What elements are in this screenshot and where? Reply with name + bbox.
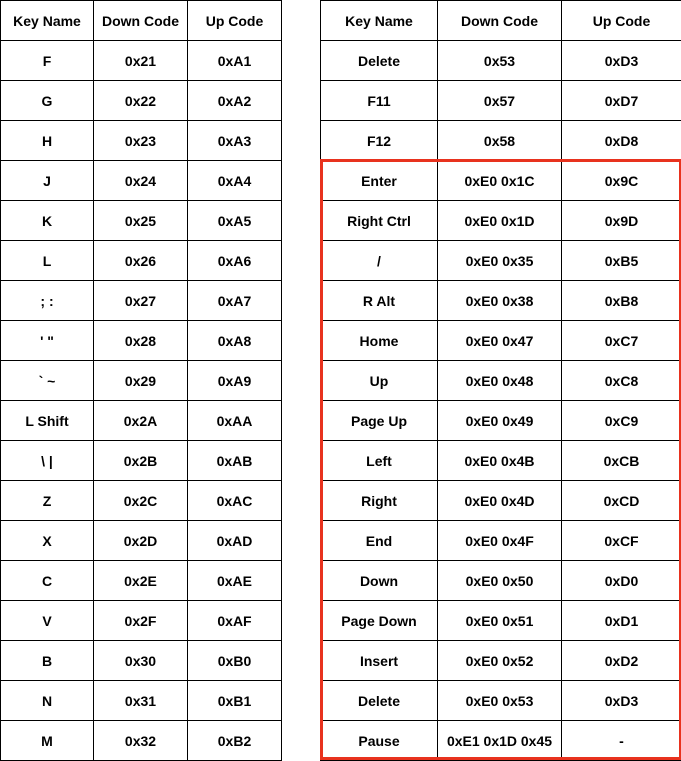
down-code-cell: 0xE0 0x4F (438, 521, 562, 561)
down-code-cell: 0x53 (438, 41, 562, 81)
table-row (1, 681, 282, 721)
up-code-cell: 0xCD (562, 481, 681, 521)
up-code-cell: 0xB5 (562, 241, 681, 281)
up-code-cell: 0xB8 (562, 281, 681, 321)
up-code-cell: 0xA3 (188, 121, 282, 161)
key-name-cell: L (1, 241, 94, 281)
down-code-cell: 0xE0 0x38 (438, 281, 562, 321)
key-name-cell: L Shift (1, 401, 94, 441)
up-code-cell: 0xD2 (562, 641, 681, 681)
down-code-cell: 0x31 (94, 681, 188, 721)
table-row (1, 481, 282, 521)
up-code-cell: 0xA6 (188, 241, 282, 281)
down-code-cell: 0xE0 0x53 (438, 681, 562, 721)
table-row (1, 441, 282, 481)
down-code-cell: 0x30 (94, 641, 188, 681)
key-name-cell: ' " (1, 321, 94, 361)
up-code-cell: 0xAC (188, 481, 282, 521)
table-row (321, 161, 681, 201)
key-name-cell: / (321, 241, 438, 281)
table-row (321, 521, 681, 561)
down-code-cell: 0xE0 0x48 (438, 361, 562, 401)
up-code-cell: 0xD7 (562, 81, 681, 121)
up-code-cell: 0xD3 (562, 681, 681, 721)
key-name-cell: B (1, 641, 94, 681)
table-row (1, 121, 282, 161)
table-row (1, 601, 282, 641)
table-row (321, 281, 681, 321)
key-name-cell: Insert (321, 641, 438, 681)
down-code-cell: 0x27 (94, 281, 188, 321)
up-code-cell: 0xA2 (188, 81, 282, 121)
up-code-cell: 0xC8 (562, 361, 681, 401)
down-code-cell: 0xE0 0x1C (438, 161, 562, 201)
header-key-name: Key Name (1, 1, 94, 41)
down-code-cell: 0x2B (94, 441, 188, 481)
table-row (321, 441, 681, 481)
key-name-cell: K (1, 201, 94, 241)
table-row (1, 241, 282, 281)
up-code-cell: 0xAB (188, 441, 282, 481)
key-name-cell: Down (321, 561, 438, 601)
key-name-cell: V (1, 601, 94, 641)
up-code-cell: 0xA9 (188, 361, 282, 401)
table-row (321, 601, 681, 641)
table-row (321, 481, 681, 521)
key-name-cell: C (1, 561, 94, 601)
table-row (1, 401, 282, 441)
up-code-cell: 0xB1 (188, 681, 282, 721)
key-name-cell: Enter (321, 161, 438, 201)
table-row (1, 321, 282, 361)
table-row (1, 521, 282, 561)
key-name-cell: ` ~ (1, 361, 94, 401)
key-name-cell: \ | (1, 441, 94, 481)
header-row (1, 1, 282, 41)
key-name-cell: Z (1, 481, 94, 521)
up-code-cell: 0x9D (562, 201, 681, 241)
key-name-cell: M (1, 721, 94, 761)
key-name-cell: H (1, 121, 94, 161)
down-code-cell: 0x32 (94, 721, 188, 761)
up-code-cell: 0xAD (188, 521, 282, 561)
up-code-cell: 0xAA (188, 401, 282, 441)
key-name-cell: F (1, 41, 94, 81)
down-code-cell: 0x26 (94, 241, 188, 281)
key-name-cell: Page Up (321, 401, 438, 441)
right-table-body (321, 41, 681, 761)
down-code-cell: 0xE0 0x1D (438, 201, 562, 241)
table-row (321, 321, 681, 361)
key-name-cell: Left (321, 441, 438, 481)
key-name-cell: Delete (321, 41, 438, 81)
down-code-cell: 0xE0 0x4B (438, 441, 562, 481)
up-code-cell: 0xA1 (188, 41, 282, 81)
up-code-cell: 0xAF (188, 601, 282, 641)
down-code-cell: 0x2F (94, 601, 188, 641)
down-code-cell: 0x24 (94, 161, 188, 201)
header-key-name: Key Name (321, 1, 438, 41)
up-code-cell: 0xAE (188, 561, 282, 601)
table-row (321, 241, 681, 281)
right-scancode-table (320, 0, 681, 761)
up-code-cell: 0x9C (562, 161, 681, 201)
table-row (1, 281, 282, 321)
header-row (321, 1, 681, 41)
down-code-cell: 0x2A (94, 401, 188, 441)
up-code-cell: 0xCB (562, 441, 681, 481)
key-name-cell: Right Ctrl (321, 201, 438, 241)
key-name-cell: Delete (321, 681, 438, 721)
table-row (321, 721, 681, 761)
table-row (321, 201, 681, 241)
down-code-cell: 0xE0 0x4D (438, 481, 562, 521)
key-name-cell: Up (321, 361, 438, 401)
key-name-cell: G (1, 81, 94, 121)
key-name-cell: F11 (321, 81, 438, 121)
header-down-code: Down Code (94, 1, 188, 41)
key-name-cell: Home (321, 321, 438, 361)
up-code-cell: 0xB0 (188, 641, 282, 681)
table-row (1, 201, 282, 241)
up-code-cell: 0xB2 (188, 721, 282, 761)
up-code-cell: 0xD1 (562, 601, 681, 641)
key-name-cell: End (321, 521, 438, 561)
key-name-cell: ; : (1, 281, 94, 321)
down-code-cell: 0xE0 0x52 (438, 641, 562, 681)
up-code-cell: 0xA5 (188, 201, 282, 241)
table-row (1, 561, 282, 601)
table-row (321, 681, 681, 721)
down-code-cell: 0x28 (94, 321, 188, 361)
key-name-cell: Page Down (321, 601, 438, 641)
down-code-cell: 0x22 (94, 81, 188, 121)
table-row (1, 41, 282, 81)
table-row (1, 721, 282, 761)
down-code-cell: 0xE0 0x50 (438, 561, 562, 601)
up-code-cell: 0xC9 (562, 401, 681, 441)
down-code-cell: 0x57 (438, 81, 562, 121)
up-code-cell: 0xCF (562, 521, 681, 561)
down-code-cell: 0xE1 0x1D 0x45 (438, 721, 562, 761)
down-code-cell: 0xE0 0x47 (438, 321, 562, 361)
key-name-cell: R Alt (321, 281, 438, 321)
up-code-cell: 0xA7 (188, 281, 282, 321)
up-code-cell: 0xC7 (562, 321, 681, 361)
down-code-cell: 0x2C (94, 481, 188, 521)
down-code-cell: 0x23 (94, 121, 188, 161)
up-code-cell: 0xD8 (562, 121, 681, 161)
down-code-cell: 0x29 (94, 361, 188, 401)
up-code-cell: - (562, 721, 681, 761)
down-code-cell: 0x58 (438, 121, 562, 161)
left-table-body (1, 41, 282, 761)
table-row (321, 81, 681, 121)
up-code-cell: 0xA8 (188, 321, 282, 361)
table-row (321, 641, 681, 681)
key-name-cell: F12 (321, 121, 438, 161)
down-code-cell: 0xE0 0x49 (438, 401, 562, 441)
table-row (321, 41, 681, 81)
table-row (1, 161, 282, 201)
table-row (321, 561, 681, 601)
key-name-cell: X (1, 521, 94, 561)
table-row (1, 81, 282, 121)
header-up-code: Up Code (188, 1, 282, 41)
up-code-cell: 0xD3 (562, 41, 681, 81)
down-code-cell: 0xE0 0x51 (438, 601, 562, 641)
down-code-cell: 0x21 (94, 41, 188, 81)
down-code-cell: 0x2E (94, 561, 188, 601)
left-scancode-table (0, 0, 282, 761)
table-row (1, 361, 282, 401)
key-name-cell: N (1, 681, 94, 721)
table-row (321, 401, 681, 441)
header-up-code: Up Code (562, 1, 681, 41)
header-down-code: Down Code (438, 1, 562, 41)
down-code-cell: 0xE0 0x35 (438, 241, 562, 281)
down-code-cell: 0x2D (94, 521, 188, 561)
key-name-cell: Right (321, 481, 438, 521)
key-name-cell: Pause (321, 721, 438, 761)
up-code-cell: 0xA4 (188, 161, 282, 201)
table-row (1, 641, 282, 681)
up-code-cell: 0xD0 (562, 561, 681, 601)
down-code-cell: 0x25 (94, 201, 188, 241)
key-name-cell: J (1, 161, 94, 201)
table-row (321, 121, 681, 161)
table-row (321, 361, 681, 401)
